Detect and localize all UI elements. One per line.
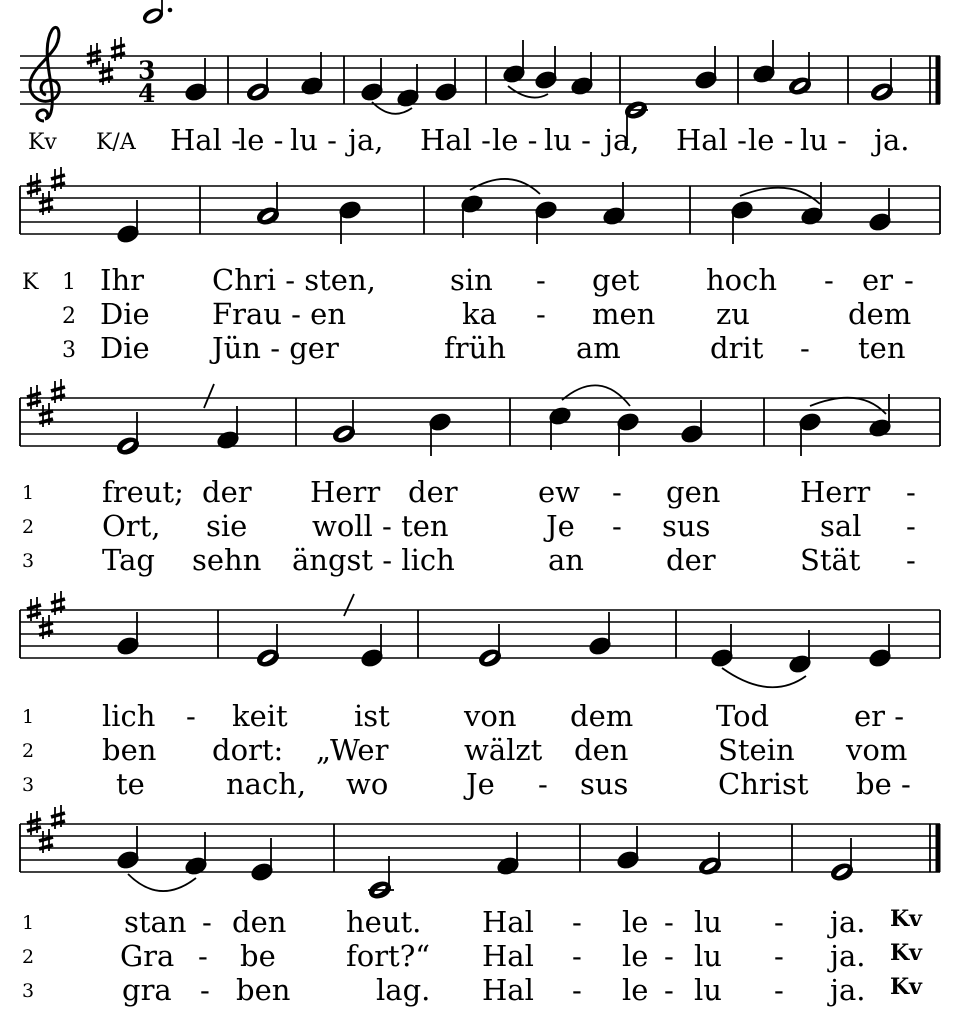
lyric-syllable: ja. — [830, 973, 866, 1007]
lyric-syllable: - — [904, 263, 914, 297]
lyric-syllable: Stät — [800, 543, 861, 577]
lyric-syllable: - — [612, 475, 622, 509]
verse-marker: K — [22, 270, 39, 295]
verse-number: 3 — [22, 980, 35, 1002]
lyric-syllable: gen — [666, 475, 721, 509]
lyric-syllable: woll - ten — [312, 509, 449, 543]
lyric-syllable: - — [186, 699, 196, 733]
key-signature-icon — [27, 167, 65, 215]
lyric-syllable: be - — [856, 767, 911, 801]
lyric-syllable: te — [116, 767, 145, 801]
lyric-syllable: ist — [354, 699, 390, 733]
kv-label: Kv — [890, 974, 922, 1000]
refrain-syllable: lu - — [290, 123, 337, 157]
verse-number: 1 — [62, 270, 76, 295]
lyric-syllable: „Wer — [316, 733, 389, 767]
verse-number: 1 — [22, 912, 35, 934]
lyric-syllable: wo — [346, 767, 389, 801]
notes-system-5 — [116, 826, 854, 900]
lyric-syllable: Ihr — [100, 263, 144, 297]
kv-label: Kv — [28, 130, 57, 155]
lyric-syllable: dem — [848, 297, 912, 331]
lyric-syllable: sie — [206, 509, 248, 543]
lyric-syllable: sus — [662, 509, 711, 543]
lyric-syllable: ew — [538, 475, 580, 509]
lyric-syllable: - — [906, 509, 916, 543]
lyric-syllable: Hal — [482, 905, 534, 939]
lyric-syllable: früh — [444, 331, 506, 365]
lyric-syllable: ja. — [830, 939, 866, 973]
lyric-syllable: ben — [236, 973, 291, 1007]
lyric-syllable: Je — [466, 767, 495, 801]
key-signature-icon — [27, 805, 65, 853]
lyric-syllable: von — [464, 699, 517, 733]
lyric-syllable: - — [800, 331, 810, 365]
staff-system-4 — [20, 610, 940, 658]
refrain-syllable: Hal - — [170, 123, 241, 157]
lyric-syllable: dem — [570, 699, 634, 733]
breath-mark-icon — [344, 594, 354, 616]
lyric-syllable: Hal — [482, 939, 534, 973]
time-signature-top: 3 — [138, 56, 156, 85]
refrain-syllable: le - — [748, 123, 794, 157]
refrain-syllable: ja, — [348, 123, 384, 157]
lyric-syllable: Jün - ger — [212, 331, 339, 365]
lyric-syllable: - — [202, 905, 212, 939]
breath-mark-icon — [204, 384, 214, 408]
lyric-syllable: fort?“ — [346, 939, 431, 973]
lyric-syllable: - — [572, 939, 582, 973]
lyric-syllable: - — [774, 939, 784, 973]
lyric-syllable: Christ — [718, 767, 809, 801]
lyric-syllable: den — [232, 905, 287, 939]
kv-label: Kv — [890, 940, 922, 966]
lyric-syllable: ten — [858, 331, 906, 365]
verse-number: 2 — [22, 740, 35, 762]
lyric-syllable: - — [664, 905, 674, 939]
lyric-syllable: - — [774, 905, 784, 939]
lyric-syllable: Gra — [120, 939, 175, 973]
lyric-syllable: drit — [710, 331, 764, 365]
lyric-syllable: - — [774, 973, 784, 1007]
refrain-syllable: le - — [238, 123, 284, 157]
lyric-syllable: sal — [820, 509, 862, 543]
refrain-syllable: lu - — [800, 123, 847, 157]
notes-system-2 — [116, 182, 892, 244]
lyric-syllable: am — [576, 331, 621, 365]
lyric-syllable: le — [622, 939, 649, 973]
treble-clef-icon — [30, 27, 59, 121]
key-signature-icon — [27, 591, 65, 639]
lyric-syllable: Hal — [482, 973, 534, 1007]
refrain-syllable: Hal - — [676, 123, 747, 157]
lyric-syllable: - — [612, 509, 622, 543]
lyric-syllable: - — [664, 939, 674, 973]
lyric-syllable: Herr — [800, 475, 871, 509]
refrain-syllable: le - — [492, 123, 538, 157]
verse-number: 1 — [22, 482, 35, 504]
lyric-syllable: men — [592, 297, 656, 331]
lyric-syllable: lu — [694, 905, 722, 939]
lyric-syllable: der — [666, 543, 716, 577]
lyric-syllable: - — [572, 905, 582, 939]
lyric-syllable: an — [548, 543, 584, 577]
lyric-syllable: Die — [100, 297, 150, 331]
lyric-syllable: zu — [716, 297, 750, 331]
lyric-syllable: ängst - lich — [292, 543, 455, 577]
lyric-syllable: - — [664, 973, 674, 1007]
lyric-syllable: Stein — [718, 733, 795, 767]
time-signature-bottom: 4 — [138, 79, 156, 108]
staff-system-5 — [20, 824, 940, 872]
kv-label: Kv — [890, 906, 922, 932]
lyric-syllable: lu — [694, 973, 722, 1007]
verse-number: 3 — [62, 338, 76, 363]
cue-note-icon — [141, 0, 173, 26]
lyric-syllable: vom — [846, 733, 908, 767]
verse-number: 3 — [22, 550, 35, 572]
lyric-syllable: Herr — [310, 475, 381, 509]
verse-number: 2 — [62, 304, 76, 329]
key-signature-icon — [27, 379, 65, 427]
lyric-syllable: dort: — [212, 733, 284, 767]
lyric-syllable: ka — [462, 297, 497, 331]
lyric-syllable: Tod — [716, 699, 770, 733]
lyric-syllable: sehn — [192, 543, 262, 577]
lyric-syllable: er - — [854, 699, 905, 733]
lyric-syllable: sin — [450, 263, 493, 297]
verse-number: 1 — [22, 706, 35, 728]
verse-number: 2 — [22, 516, 35, 538]
lyric-syllable: - — [198, 939, 208, 973]
lyric-syllable: lich — [102, 699, 156, 733]
lyric-syllable: stan — [124, 905, 187, 939]
lyric-syllable: hoch — [706, 263, 778, 297]
refrain-syllable: ja. — [874, 123, 910, 157]
lyric-syllable: heut. — [346, 905, 422, 939]
key-signature-icon — [87, 37, 125, 85]
lyric-syllable: wälzt — [464, 733, 543, 767]
refrain-syllable: lu - — [544, 123, 591, 157]
verse-number: 2 — [22, 946, 35, 968]
lyric-syllable: er — [862, 263, 894, 297]
lyric-syllable: freut; — [102, 475, 184, 509]
lyric-syllable: Ort, — [102, 509, 161, 543]
lyric-syllable: get — [592, 263, 640, 297]
lyric-syllable: - — [536, 263, 546, 297]
lyric-syllable: der — [202, 475, 252, 509]
lyric-syllable: - — [200, 973, 210, 1007]
verse-number: 3 — [22, 774, 35, 796]
lyric-syllable: der — [408, 475, 458, 509]
lyric-syllable: Tag — [102, 543, 155, 577]
lyric-syllable: gra — [122, 973, 172, 1007]
lyric-syllable: Die — [100, 331, 150, 365]
lyric-syllable: - — [824, 263, 834, 297]
lyric-syllable: - — [538, 767, 548, 801]
lyric-syllable: - — [572, 973, 582, 1007]
lyric-syllable: nach, — [226, 767, 307, 801]
lyric-syllable: Frau - en — [212, 297, 347, 331]
lyric-syllable: ja. — [830, 905, 866, 939]
lyric-syllable: Je — [546, 509, 575, 543]
lyric-syllable: lag. — [376, 973, 431, 1007]
lyric-syllable: keit — [232, 699, 288, 733]
lyric-syllable: - — [906, 475, 916, 509]
lyric-syllable: le — [622, 905, 649, 939]
lyric-syllable: le — [622, 973, 649, 1007]
notes-system-3 — [116, 394, 892, 456]
ka-label: K/A — [96, 130, 136, 155]
lyric-syllable: - — [906, 543, 916, 577]
lyric-syllable: lu — [694, 939, 722, 973]
lyric-syllable: be — [240, 939, 276, 973]
lyric-syllable: - — [536, 297, 546, 331]
refrain-syllable: ja, — [604, 123, 640, 157]
lyric-syllable: ben — [102, 733, 157, 767]
lyric-syllable: Chri - sten, — [212, 263, 376, 297]
refrain-syllable: Hal - — [420, 123, 491, 157]
lyric-syllable: den — [574, 733, 629, 767]
lyric-syllable: sus — [580, 767, 629, 801]
